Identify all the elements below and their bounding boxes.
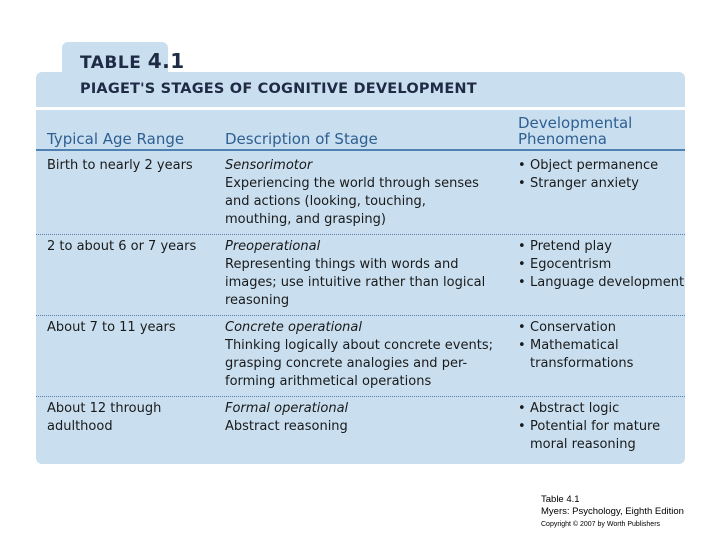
caption (541, 494, 684, 530)
age-range-text: 2 to about 6 or 7 years (47, 239, 197, 254)
stage-description-text: and actions (looking, touching, (225, 194, 426, 209)
phenomenon-text: transformations (530, 356, 634, 371)
caption-line1: Table 4.1 (541, 494, 580, 505)
stage-name: Preoperational (225, 239, 321, 254)
phenomena-cell (518, 319, 633, 373)
phenomenon-item (518, 418, 660, 454)
header-divider (36, 149, 685, 151)
stage-name: Sensorimotor (225, 158, 313, 173)
table-number: 4.1 (147, 49, 185, 73)
age-range-cell (47, 400, 161, 436)
phenomenon-text: • Abstract logic (530, 401, 620, 416)
phenomena-list (518, 238, 684, 292)
phenomenon-item (518, 337, 633, 373)
stage-description-text: images; use intuitive rather than logical (225, 275, 486, 290)
stage-description-text: Thinking logically about concrete events; (225, 338, 493, 353)
age-range-text: About 7 to 11 years (47, 320, 176, 335)
header-age-range: Typical Age Range (47, 130, 185, 148)
stage-description-cell (225, 319, 493, 391)
phenomena-cell (518, 238, 684, 292)
stage-description-text: forming arithmetical operations (225, 374, 432, 389)
stage-description-text: Representing things with words and (225, 257, 459, 272)
age-range-text: Birth to nearly 2 years (47, 158, 193, 173)
age-range-text: About 12 through (47, 401, 162, 416)
age-range-cell (47, 238, 196, 256)
phenomenon-text: • Egocentrism (530, 257, 612, 272)
stage-description-text: mouthing, and grasping) (225, 212, 386, 227)
table-number-label (80, 49, 185, 73)
phenomenon-text: • Pretend play (530, 239, 612, 254)
caption-line2: Myers: Psychology, Eighth Edition (541, 506, 684, 517)
phenomenon-text: • Stranger anxiety (530, 176, 639, 191)
phenomenon-item (518, 256, 684, 274)
phenomenon-item (518, 319, 633, 337)
header-description: Description of Stage (225, 130, 378, 148)
header-phenomena-line1: Developmental (518, 114, 633, 132)
stage-description-text: grasping concrete analogies and per- (225, 356, 468, 371)
stage-description-cell (225, 400, 348, 436)
phenomenon-text: • Language development (530, 275, 685, 290)
phenomena-list (518, 157, 658, 193)
age-range-cell (47, 319, 176, 337)
stage-description-cell (225, 238, 485, 310)
phenomenon-item (518, 157, 658, 175)
header-phenomena-line2: Phenomena (518, 130, 608, 148)
phenomena-list (518, 400, 660, 454)
title-divider (36, 107, 685, 110)
phenomena-cell (518, 157, 658, 193)
phenomenon-text: • Object permanence (530, 158, 659, 173)
stage-description-text: Experiencing the world through senses (225, 176, 479, 191)
row-divider (36, 234, 685, 235)
phenomenon-text: • Conservation (530, 320, 616, 335)
header-phenomena (518, 115, 632, 147)
row-divider (36, 396, 685, 397)
phenomenon-text: • Potential for mature (530, 419, 661, 434)
age-range-cell (47, 157, 193, 175)
phenomenon-item (518, 238, 684, 256)
phenomena-list (518, 319, 633, 373)
stage-description-text: reasoning (225, 293, 290, 308)
stage-description-text: Abstract reasoning (225, 419, 348, 434)
caption-line3: Copyright © 2007 by Worth Publishers (541, 521, 661, 528)
phenomenon-text: • Mathematical (530, 338, 619, 353)
phenomena-cell (518, 400, 660, 454)
phenomenon-item (518, 175, 658, 193)
stage-name: Concrete operational (225, 320, 362, 335)
table-title: PIAGET'S STAGES OF COGNITIVE DEVELOPMENT (80, 81, 477, 97)
age-range-text: adulthood (47, 419, 113, 434)
stage-description-cell (225, 157, 479, 229)
phenomenon-item (518, 400, 660, 418)
phenomenon-text: moral reasoning (530, 437, 636, 452)
stage-name: Formal operational (225, 401, 349, 416)
phenomenon-item (518, 274, 684, 292)
row-divider (36, 315, 685, 316)
table-word: TABLE (80, 53, 142, 73)
